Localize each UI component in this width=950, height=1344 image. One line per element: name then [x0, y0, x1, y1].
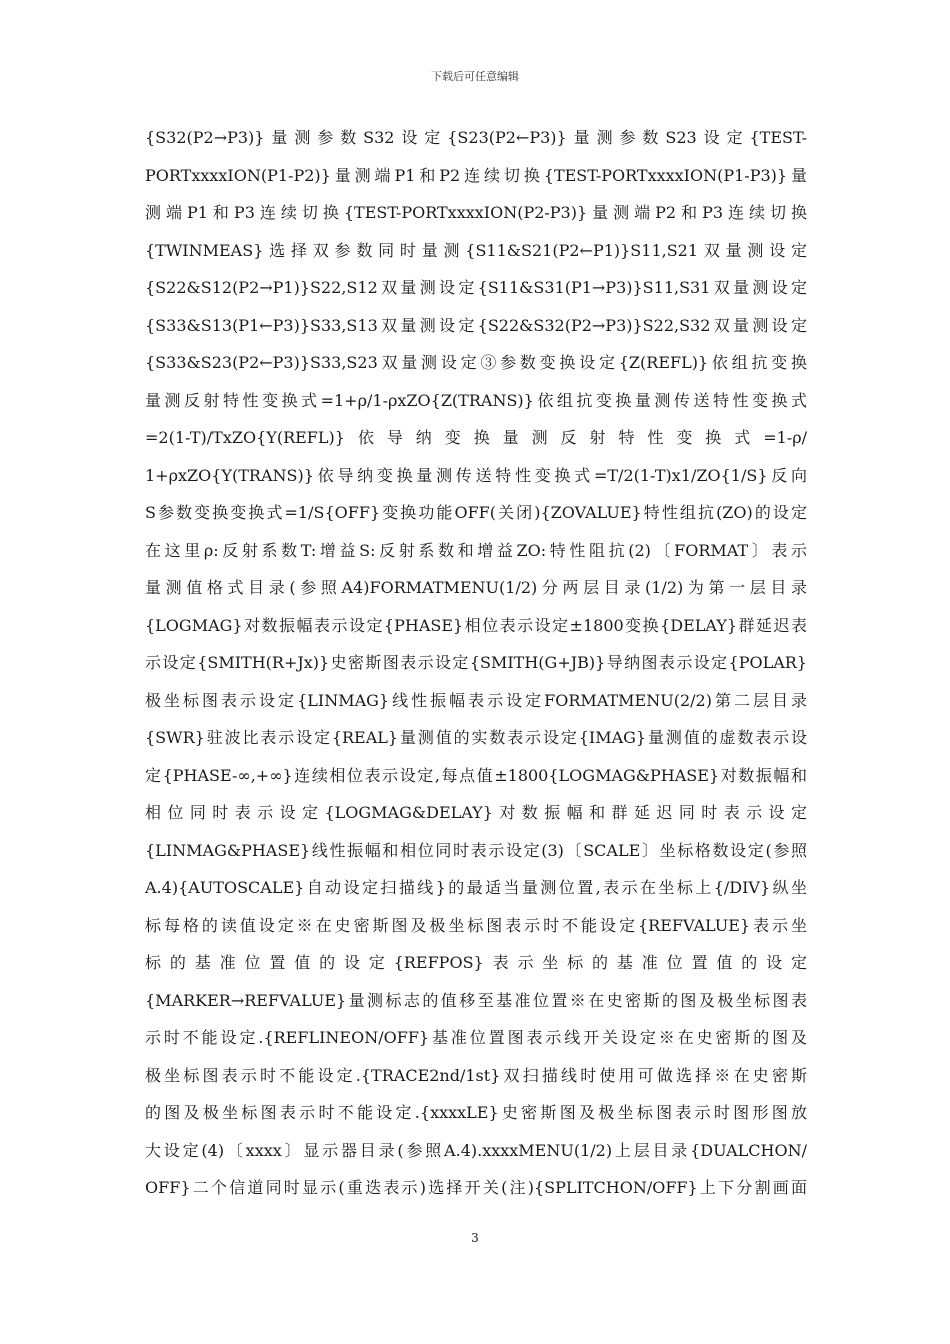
text-line: PORTxxxxION(P1-P2)}量测端P1和P2连续切换{TEST-PORTxxxxION(P1-P3)}量: [145, 165, 807, 185]
text-line: 的图及极坐标图表示时不能设定.{xxxxLE}史密斯图及极坐标图表示时图形图放: [145, 1103, 807, 1122]
page-header: 下载后可任意编辑: [431, 70, 519, 83]
text-line: {S33&S13(P1←P3)}S33,S13双量测设定{S22&S32(P2→P3)}S22,S32双量测设定: [145, 315, 807, 335]
text-line: {TWINMEAS}选择双参数同时量测{S11&S21(P2←P1)}S11,S21双量测设定: [145, 240, 807, 260]
body-text: [145, 119, 807, 1207]
text-line: 极坐标图表示时不能设定.{TRACE2nd/1st}双扫描线时使用可做选择※在史密斯: [145, 1065, 807, 1085]
text-line: 相位同时表示设定{LOGMAG&DELAY}对数振幅和群延迟同时表示设定: [145, 803, 807, 822]
text-line: {S33&S23(P2←P3)}S33,S23双量测设定③参数变换设定{Z(REFL)}依组抗变换: [145, 353, 807, 372]
text-line: 示设定{SMITH(R+Jx)}史密斯图表示设定{SMITH(G+JB)}导纳图表示设定{POLAR}: [145, 653, 807, 672]
text-line: {SWR}驻波比表示设定{REAL}量测值的实数表示设定{IMAG}量测值的虚数表示设: [145, 728, 807, 747]
text-line: {LOGMAG}对数振幅表示设定{PHASE}相位表示设定±1800变换{DELAY}群延迟表: [145, 615, 807, 635]
text-line: {S22&S12(P2→P1)}S22,S12双量测设定{S11&S31(P1→P3)}S11,S31双量测设定: [145, 278, 807, 297]
page-number: 3: [471, 1231, 479, 1245]
text-line: S参数变换变换式=1/S{OFF}变换功能OFF(关闭){ZOVALUE}特性组抗(ZO)的设定: [145, 503, 807, 522]
text-line: 量测值格式目录(参照A4)FORMATMENU(1/2)分两层目录(1/2)为第一层目录: [145, 578, 807, 597]
text-line: 测端P1和P3连续切换{TEST-PORTxxxxION(P2-P3)}量测端P2和P3连续切换: [145, 203, 807, 222]
text-line: OFF}二个信道同时显示(重迭表示)选择开关(注){SPLITCHON/OFF}上下分割画面: [145, 1178, 807, 1197]
text-line: 示时不能设定.{REFLINEON/OFF}基准位置图表示线开关设定※在史密斯的图及: [145, 1028, 807, 1047]
text-line: {MARKER→REFVALUE}量测标志的值移至基准位置※在史密斯的图及极坐标图表: [145, 990, 807, 1010]
text-line: {S32(P2→P3)}量测参数S32设定{S23(P2←P3)}量测参数S23设定{TEST-: [145, 128, 807, 147]
text-line: 标每格的读值设定※在史密斯图及极坐标图表示时不能设定{REFVALUE}表示坐: [145, 915, 807, 935]
text-line: 1+ρxZO{Y(TRANS)}依导纳变换量测传送特性变换式=T/2(1-T)x1/ZO{1/S}反向: [145, 465, 807, 485]
text-line: {LINMAG&PHASE}线性振幅和相位同时表示设定(3)〔SCALE〕坐标格数设定(参照: [145, 840, 807, 860]
text-line: 极坐标图表示设定{LINMAG}线性振幅表示设定FORMATMENU(2/2)第二层目录: [145, 690, 807, 710]
text-line: A.4){AUTOSCALE}自动设定扫描线}的最适当量测位置,表示在坐标上{/DIV}纵坐: [145, 878, 807, 897]
text-line: 定{PHASE-∞,+∞}连续相位表示设定,每点值±1800{LOGMAG&PHASE}对数振幅和: [145, 765, 807, 785]
text-line: 在这里ρ:反射系数T:增益S:反射系数和增益ZO:特性阻抗(2)〔FORMAT〕表示: [145, 540, 807, 560]
text-line: =2(1-T)/TxZO{Y(REFL)}依导纳变换量测反射特性变换式=1-ρ/: [145, 428, 807, 447]
text-line: 量测反射特性变换式=1+ρ/1-ρxZO{Z(TRANS)}依组抗变换量测传送特性变换式: [145, 390, 807, 410]
text-line: 大设定(4)〔xxxx〕显示器目录(参照A.4).xxxxMENU(1/2)上层目录{DUALCHON/: [145, 1140, 807, 1160]
text-line: 标的基准位置值的设定{REFPOS}表示坐标的基准位置值的设定: [145, 953, 807, 972]
